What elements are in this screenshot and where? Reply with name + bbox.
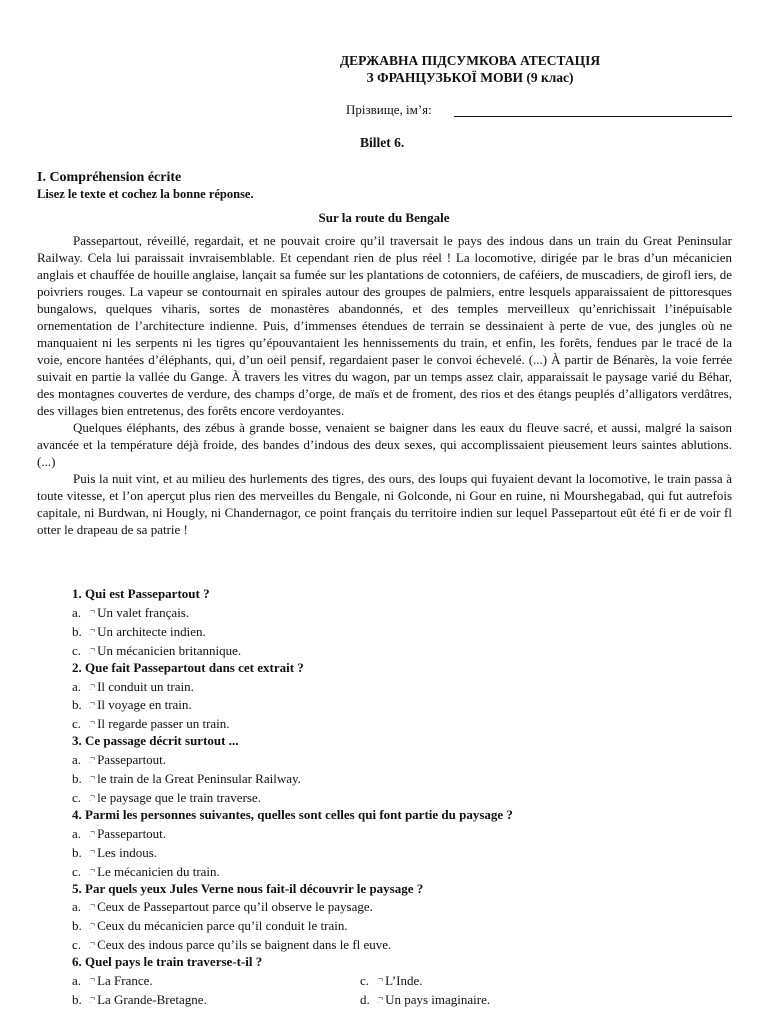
answer-option[interactable]: b. ¬ׅ Les indous. xyxy=(72,844,158,860)
exam-subtitle: З ФРАНЦУЗЬКОЇ МОВИ (9 клас) xyxy=(366,70,574,85)
answer-option[interactable]: c. ¬ׅ Ceux des indous parce qu’ils se baignent dans le fl euve. xyxy=(72,937,392,953)
checkbox-icon[interactable]: ¬ׅ xyxy=(90,643,95,654)
checkbox-icon[interactable]: ¬ׅ xyxy=(90,845,95,856)
checkbox-icon[interactable]: ¬ׅ xyxy=(90,605,95,616)
exam-title: ДЕРЖАВНА ПІДСУМКОВА АТЕСТАЦІЯ xyxy=(339,53,601,68)
question-6 xyxy=(72,954,732,1009)
checkbox-icon[interactable]: ¬ׅ xyxy=(90,826,95,837)
checkbox-icon[interactable]: ¬ׅ xyxy=(378,992,383,1003)
checkbox-icon[interactable]: ¬ׅ xyxy=(90,717,95,728)
answer-option[interactable]: a. ¬ׅ Un valet français. xyxy=(72,604,190,620)
checkbox-icon[interactable]: ¬ׅ xyxy=(90,679,95,690)
passage-paragraph: Puis la nuit vint, et au milieu des hurlements des tigres, des ours, des loups qui fuyaient devant la locomotive, le train passa à toute vitesse, et l’on aperçut plus rien des merveilles du Bengale, ni Golconde, ni Gour en ruine, ni Mourshegabad, qui fut autrefois capitale, ni Burdwan, ni Hougly, ni Chandernagor, ce point français du territoire indien sur lequel Passepartout eût été fi er de voir fl otter le drapeau de sa patrie ! xyxy=(37,471,732,537)
answer-option[interactable]: b. ¬ׅ Il voyage en train. xyxy=(72,697,192,713)
question-text: 2. Que fait Passepartout dans cet extrait ? xyxy=(72,659,304,675)
checkbox-icon[interactable]: ¬ׅ xyxy=(90,753,95,764)
text-title: Sur la route du Bengale xyxy=(318,210,450,225)
section-instruction: Lisez le texte et cochez la bonne réponse. xyxy=(37,187,254,201)
question-text: 1. Qui est Passepartout ? xyxy=(72,586,210,601)
checkbox-icon[interactable]: ¬ׅ xyxy=(90,974,95,985)
question-2 xyxy=(72,660,732,734)
answer-option[interactable]: a. ¬ׅ La France. xyxy=(72,973,153,989)
billet-number: Billet 6. xyxy=(360,135,405,150)
question-5 xyxy=(72,881,732,955)
checkbox-icon[interactable]: ¬ׅ xyxy=(90,992,95,1003)
answer-option[interactable]: b. ¬ׅ La Grande-Bretagne. xyxy=(72,991,207,1007)
reading-passage xyxy=(37,232,732,538)
name-label: Прізвище, ім’я: xyxy=(346,102,432,117)
checkbox-icon[interactable]: ¬ׅ xyxy=(90,938,95,949)
checkbox-icon[interactable]: ¬ׅ xyxy=(90,900,95,911)
answer-option[interactable]: c. ¬ׅ L’Inde. xyxy=(360,973,423,989)
answer-option[interactable]: d. ¬ׅ Un pays imaginaire. xyxy=(360,991,491,1007)
checkbox-icon[interactable]: ¬ׅ xyxy=(378,974,383,985)
section-title: I. Compréhension écrite xyxy=(37,170,182,185)
answer-option[interactable]: c. ¬ׅ Un mécanicien britannique. xyxy=(72,642,242,658)
checkbox-icon[interactable]: ¬ׅ xyxy=(90,624,95,635)
passage-paragraph: Passepartout, réveillé, regardait, et ne pouvait croire qu’il traversait le pays des indous dans un train du Great Peninsular Railway. Cela lui paraissait invraisemblable. Et cependant rien de plus réel ! La locomotive, dirigée par le bras d’un mécanicien anglais et chauffée de houille anglaise, lançait sa fumée sur les plantations de cotonniers, de caféiers, de muscadiers, de girofl iers, de poivriers rouges. La vapeur se contournait en spirales autour des groupes de palmiers, entre lesquels apparaissaient de pittoresques bungalows, quelques viharis, sortes de monastères abandonnés, et des temples merveilleux qu’enrichissait l’inépuisable ornementation de l’architecture indienne. Puis, d’immenses étendues de terrain se dessinaient à perte de vue, des jungles où ne manquaient ni les serpents ni les tigres qu’épouvantaient les hennissements du train, et enfin, les forêts, fendues par le tracé de la voie, encore hantées d’éléphants, qui, d’un oeil pensif, regardaient paser le convoi échevelé. (...) À partir de Bénarès, la voie ferrée suivait en partie la vallée du Gange. À travers les vitres du wagon, par un temps assez clair, apparaissait le paysage varié du Béhar, des montagnes couvertes de verdure, des champs d’orge, de maïs et de froment, des rios et des étangs peuplés d’alligators verdâtres, des villages bien entretenus, des forêts encore verdoyantes. xyxy=(37,233,732,418)
answer-option[interactable]: c. ¬ׅ le paysage que le train traverse. xyxy=(72,789,261,805)
checkbox-icon[interactable]: ¬ׅ xyxy=(90,864,95,875)
checkbox-icon[interactable]: ¬ׅ xyxy=(90,790,95,801)
answer-option[interactable]: a. ¬ׅ Ceux de Passepartout parce qu’il observe le paysage. xyxy=(72,899,373,915)
passage-paragraph: Quelques éléphants, des zébus à grande bosse, venaient se baigner dans les eaux du fleuve sacré, et aussi, malgré la saison avancée et la température déjà froide, des bandes d’indous des deux sexes, qui accomplissaient pieusement leurs saintes ablutions. (...) xyxy=(37,420,732,469)
question-1 xyxy=(72,586,732,660)
question-3 xyxy=(72,733,732,807)
checkbox-icon[interactable]: ¬ׅ xyxy=(90,772,95,783)
answer-option[interactable]: b. ¬ׅ Ceux du mécanicien parce qu’il conduit le train. xyxy=(72,918,348,934)
answer-option[interactable]: a. ¬ׅ Il conduit un train. xyxy=(72,678,194,694)
answer-option[interactable]: a. ¬ׅ Passepartout. xyxy=(72,752,167,768)
answer-option[interactable]: c. ¬ׅ Le mécanicien du train. xyxy=(72,863,220,879)
answer-option[interactable]: a. ¬ׅ Passepartout. xyxy=(72,825,167,841)
answer-option[interactable]: c. ¬ׅ Il regarde passer un train. xyxy=(72,716,230,732)
question-text: 4. Parmi les personnes suivantes, quelles sont celles qui font partie du paysage ? xyxy=(72,806,513,822)
answer-option[interactable]: b. ¬ׅ Un architecte indien. xyxy=(72,623,206,639)
answer-option[interactable]: b. ¬ׅ le train de la Great Peninsular Railway. xyxy=(72,771,301,787)
checkbox-icon[interactable]: ¬ׅ xyxy=(90,919,95,930)
question-4 xyxy=(72,807,732,881)
name-field-line[interactable] xyxy=(454,116,732,117)
question-text: 3. Ce passage décrit surtout ... xyxy=(72,733,239,749)
question-list xyxy=(72,586,732,1009)
checkbox-icon[interactable]: ¬ׅ xyxy=(90,698,95,709)
question-text: 5. Par quels yeux Jules Verne nous fait-il découvrir le paysage ? xyxy=(72,880,424,896)
question-text: 6. Quel pays le train traverse-t-il ? xyxy=(72,954,263,970)
